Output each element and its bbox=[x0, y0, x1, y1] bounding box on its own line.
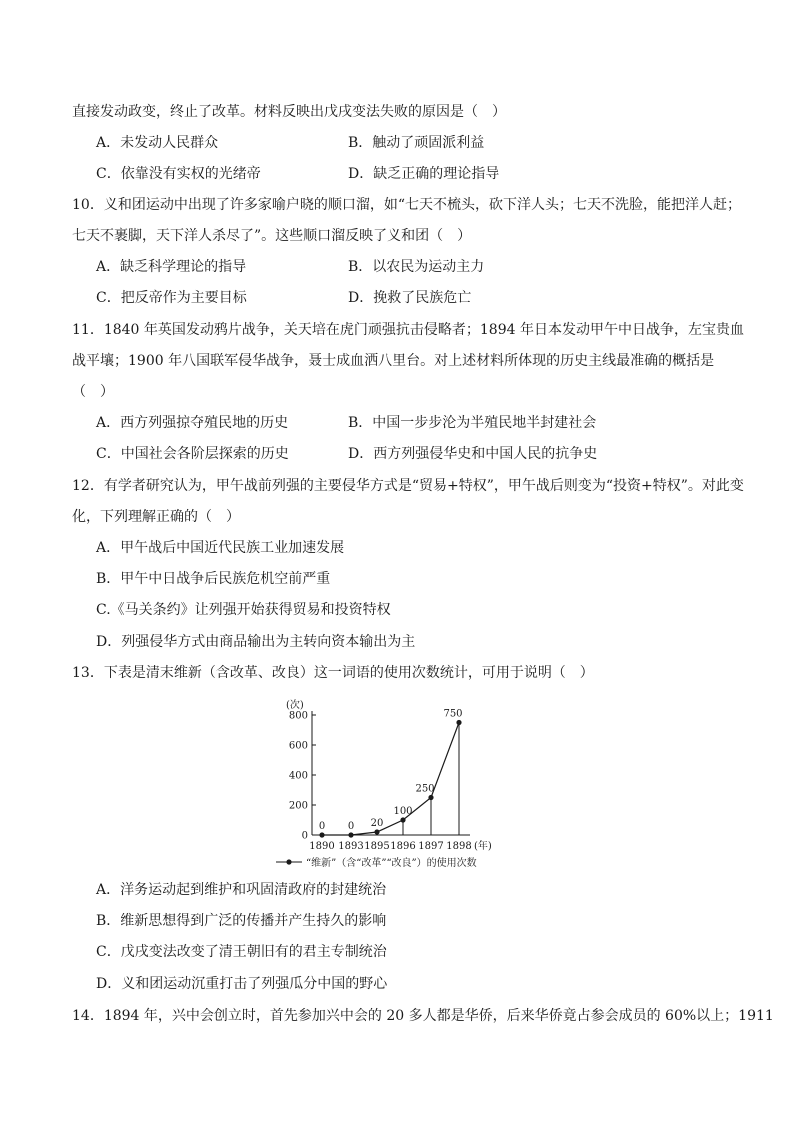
x-tick-label: 1897 bbox=[418, 841, 444, 852]
q10-option-c[interactable]: C．把反帝作为主要目标 bbox=[96, 290, 247, 306]
x-tick-label: 1890 bbox=[309, 841, 335, 852]
usage-count-chart bbox=[270, 694, 530, 870]
y-tick-label: 400 bbox=[288, 770, 308, 782]
y-tick-label: 800 bbox=[288, 710, 308, 722]
legend-marker bbox=[286, 859, 291, 864]
q9-option-c[interactable]: C．依靠没有实权的光绪帝 bbox=[96, 166, 261, 182]
legend-label: “维新”（含“改革”“改良”）的使用次数 bbox=[306, 858, 477, 869]
q9-option-d[interactable]: D．缺乏正确的理论指导 bbox=[348, 166, 500, 182]
q12-stem-line-1: 12．有学者研究认为，甲午战前列强的主要侵华方式是“贸易+特权”，甲午战后则变为“投资+特权”。对此变 bbox=[72, 478, 744, 494]
q11-option-d[interactable]: D．西方列强侵华史和中国人民的抗争史 bbox=[348, 446, 598, 462]
q13-option-a[interactable]: A．洋务运动起到维护和巩固清政府的封建统治 bbox=[96, 882, 387, 898]
q10-option-a[interactable]: A．缺乏科学理论的指导 bbox=[96, 259, 247, 275]
q12-stem-line-2: 化，下列理解正确的（ ） bbox=[72, 509, 240, 525]
q13-option-d[interactable]: D．义和团运动沉重打击了列强瓜分中国的野心 bbox=[96, 976, 388, 992]
data-point bbox=[348, 832, 353, 837]
q13-option-b[interactable]: B．维新思想得到广泛的传播并产生持久的影响 bbox=[96, 913, 387, 929]
q14-stem: 14．1894 年，兴中会创立时，首先参加兴中会的 20 多人都是华侨，后来华侨竟占参会成员的 60%以上；1911 bbox=[72, 1008, 774, 1024]
data-label: 250 bbox=[415, 783, 435, 795]
data-label: 20 bbox=[370, 818, 384, 829]
q9-option-a[interactable]: A．未发动人民群众 bbox=[96, 135, 219, 151]
x-tick-label: 1898 bbox=[446, 841, 472, 852]
y-tick-label: 200 bbox=[288, 800, 308, 812]
data-point bbox=[374, 829, 379, 834]
q11-stem-line-2: 战平壤；1900 年八国联军侵华战争，聂士成血洒八里台。对上述材料所体现的历史主线最准确的概括是 bbox=[72, 353, 715, 369]
q10-stem-line-2: 七天不裹脚，天下洋人杀尽了”。这些顺口溜反映了义和团（ ） bbox=[72, 228, 472, 244]
data-point bbox=[428, 795, 433, 800]
q13-stem: 13．下表是清末维新（含改革、改良）这一词语的使用次数统计，可用于说明（ ） bbox=[72, 665, 594, 681]
q12-option-c[interactable]: C.《马关条约》让列强开始获得贸易和投资特权 bbox=[96, 602, 391, 618]
data-point bbox=[400, 817, 405, 822]
q9-option-b[interactable]: B．触动了顽固派利益 bbox=[348, 135, 485, 151]
series-line bbox=[322, 723, 459, 836]
q11-stem-line-1: 11．1840 年英国发动鸦片战争，关天培在虎门顽强抗击侵略者；1894 年日本发动甲午中日战争，左宝贵血 bbox=[72, 322, 744, 338]
q10-option-b[interactable]: B．以农民为运动主力 bbox=[348, 259, 485, 275]
data-label: 0 bbox=[347, 821, 355, 832]
x-tick-label: 1896 bbox=[390, 841, 416, 852]
x-tick-label: 1893 bbox=[338, 841, 364, 852]
data-point bbox=[319, 832, 324, 837]
x-tick-label: 1895 bbox=[364, 841, 390, 852]
q12-option-a[interactable]: A．甲午战后中国近代民族工业加速发展 bbox=[96, 540, 345, 556]
q9-stem: 直接发动政变，终止了改革。材料反映出戊戌变法失败的原因是（ ） bbox=[72, 104, 506, 120]
q12-option-b[interactable]: B．甲午中日战争后民族危机空前严重 bbox=[96, 571, 331, 587]
data-label: 750 bbox=[443, 708, 463, 720]
q10-option-d[interactable]: D．挽救了民族危亡 bbox=[348, 290, 472, 306]
y-axis-unit-label: (次) bbox=[286, 700, 304, 711]
q12-option-d[interactable]: D．列强侵华方式由商品输出为主转向资本输出为主 bbox=[96, 634, 416, 650]
data-label: 100 bbox=[393, 806, 413, 817]
y-tick-label: 0 bbox=[301, 830, 308, 842]
data-label: 0 bbox=[318, 821, 326, 832]
q11-option-a[interactable]: A．西方列强掠夺殖民地的历史 bbox=[96, 415, 289, 431]
x-axis-unit-label: (年) bbox=[474, 841, 492, 852]
q13-option-c[interactable]: C．戊戌变法改变了清王朝旧有的君主专制统治 bbox=[96, 944, 387, 960]
q11-stem-line-3: （ ） bbox=[72, 384, 114, 400]
y-tick-label: 600 bbox=[288, 740, 308, 752]
q11-option-b[interactable]: B．中国一步步沦为半殖民地半封建社会 bbox=[348, 415, 597, 431]
q11-option-c[interactable]: C．中国社会各阶层探索的历史 bbox=[96, 446, 289, 462]
data-point bbox=[456, 720, 461, 725]
q10-stem-line-1: 10．义和团运动中出现了许多家喻户晓的顺口溜，如“七天不梳头，砍下洋人头；七天不洗脸，能把洋人赶； bbox=[72, 197, 741, 213]
